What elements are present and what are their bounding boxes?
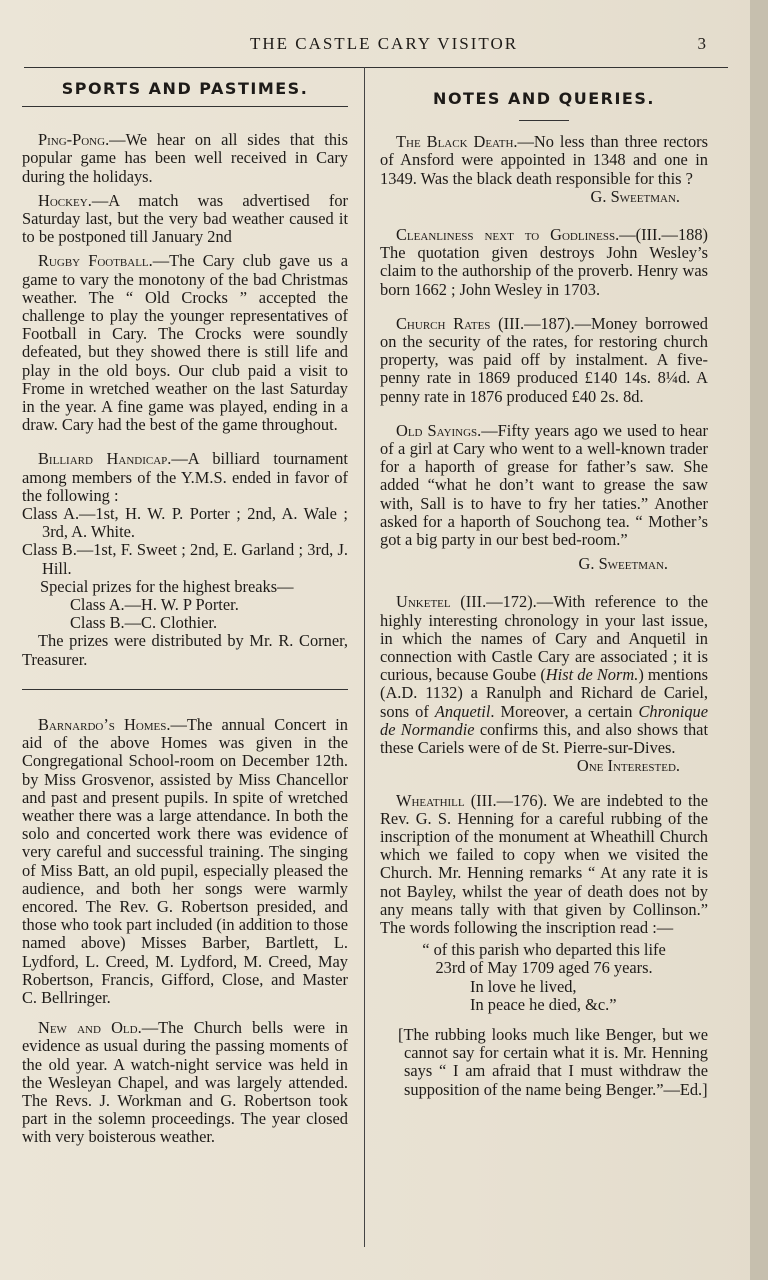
cleanliness-body: —(III.—188) The quotation given destroys John Wesley’s claim to the authorship of the proverb. Henry was born 1662 ; John Wesley in 1703. xyxy=(380,225,708,299)
church-rates-paragraph xyxy=(380,315,708,406)
billiard-body: —A billiard tournament among members of the Y.M.S. ended in favor of the following : xyxy=(22,449,348,505)
unketel-body-1: (III.—172).—With reference to the highly interesting chronology in your last issue, in which the names of Cary and Anquetil in connection with Castle Cary are associated ; it is curious, because Goube ( xyxy=(380,592,708,685)
old-sayings-body: —Fifty years ago we used to hear of a girl at Cary who went to a well-known trader for a haporth of grease for father’s saw. She added “what he don’t want to grease the saw with, Sall is to have to fry her taties.” Another asked for a haporth of Souchong tea. “ Mother’s got a big party in our best bed-room.” xyxy=(380,420,708,550)
ping-pong-body: —We hear on all sides that this popular game has been well received in Cary during the holidays. xyxy=(22,130,348,186)
black-death-paragraph xyxy=(380,133,708,188)
unketel-italic-3: Chronique de Normandie xyxy=(380,701,708,739)
signature: G. Sweetman. xyxy=(578,554,668,574)
unketel-body-2: ) mentions (A.D. 1132) a Ranulph and Richard de Cariel, sons of xyxy=(380,665,709,721)
inscription-quote xyxy=(380,941,708,1014)
barnardo-heading: Barnardo’s Homes. xyxy=(38,714,171,734)
quote-line: 23rd of May 1709 aged 76 years. xyxy=(435,958,653,978)
column-divider xyxy=(364,67,365,1247)
wheathill-heading: Wheathill xyxy=(396,790,465,810)
black-death-heading: The Black Death. xyxy=(396,132,518,152)
unketel-italic-1: Hist de Norm. xyxy=(545,665,639,685)
special-prizes: Special prizes for the highest breaks— xyxy=(40,576,294,596)
billiard-heading: Billiard Handicap. xyxy=(38,449,172,469)
wheathill-paragraph xyxy=(380,792,708,938)
title-rule xyxy=(519,120,569,121)
wheathill-body: (III.—176). We are indebted to the Rev. G. S. Henning for a careful rubbing of the inscription of the monument at Wheathill Church which we failed to copy when we visited the Church. Mr. Henning remarks “ At any rate it is not Bayley, whilst the year of death does not by any means tally with that given by Collinson.” The words following the inscription read :— xyxy=(380,790,708,937)
unketel-paragraph xyxy=(380,593,708,757)
signature: One Interested. xyxy=(576,756,680,776)
quote-line: In peace he died, &c.” xyxy=(470,994,617,1014)
old-sayings-heading: Old Sayings. xyxy=(396,420,482,440)
church-rates-heading: Church Rates xyxy=(396,313,491,333)
section-title-sports: SPORTS AND PASTIMES. xyxy=(61,79,309,98)
ping-pong-paragraph xyxy=(22,131,348,186)
hockey-heading: Hockey. xyxy=(38,190,92,210)
header-rule xyxy=(24,67,728,68)
section-title-notes: NOTES AND QUERIES. xyxy=(433,89,655,108)
running-title: THE CASTLE CARY VISITOR xyxy=(249,34,519,53)
church-rates-body: (III.—187).—Money borrowed on the security of the rates, for restoring church property, was paid off by instalment. A five-penny rate in 1869 produced £140 14s. 8¼d. A penny rate in 1876 produced £40 2s. 8d. xyxy=(380,313,709,406)
new-old-paragraph xyxy=(22,1019,348,1146)
unketel-body-4: confirms this, and also shows that these Cariels were of de St. Pierre-sur-Dives. xyxy=(380,719,708,758)
page-number: 3 xyxy=(697,34,706,53)
hockey-body: —A match was advertised for Saturday last, but the very bad weather caused it to be postponed till January 2nd xyxy=(22,190,348,247)
section-divider xyxy=(22,689,348,690)
quote-line: In love he lived, xyxy=(470,976,577,996)
ping-pong-heading: Ping-Pong. xyxy=(38,130,110,150)
new-old-heading: New and Old. xyxy=(38,1018,142,1038)
rugby-paragraph xyxy=(22,252,348,434)
prizes-distributed: The prizes were distributed by Mr. R. Corner, Treasurer. xyxy=(22,631,348,669)
page-edge xyxy=(750,0,768,1280)
quote-line: “ of this parish who departed this life xyxy=(422,940,666,960)
editor-note: [The rubbing looks much like Benger, but we cannot say for certain what it is. Mr. Henning says “ I am afraid that I must withdraw the supposition of the name being Benger.”—Ed.] xyxy=(398,1024,708,1099)
black-death-body: —No less than three rectors of Ansford were appointed in 1348 and one in 1349. Was the black death responsible for this ? xyxy=(380,132,708,188)
billiard-paragraph xyxy=(22,450,348,505)
barnardo-body: —The annual Concert in aid of the above Homes was given in the Congregational School-room on December 12th. by Miss Grosvenor, assisted by Miss Chancellor and past and present pupils. In spite of wretched weather there was a large attendance. In both the solo and concerted work there was evidence of very careful and successful training. The singing of Miss Batt, an old pupil, especially pleased the audience, and both her songs were warmly encored. The Rev. G. Robertson presided, and those who took part included (in addition to those named above) Misses Barber, Bartlett, L. Lydford, L. Creed, M. Lydford, M. Creed, May Robertson, Francis, Gifford, Close, and Master C. Bellringer. xyxy=(22,714,348,1007)
right-column xyxy=(380,70,708,1099)
cleanliness-heading: Cleanliness next to Godliness. xyxy=(396,225,620,245)
billiard-class-a: Class A.—1st, H. W. P. Porter ; 2nd, A. Wale ; 3rd, A. White. xyxy=(22,504,348,542)
rugby-heading: Rugby Football. xyxy=(38,251,153,271)
old-sayings-paragraph xyxy=(380,422,708,549)
left-column xyxy=(22,70,348,1147)
rugby-body: —The Cary club gave us a game to vary the monotony of the bad Christmas weather. The “ Old Crocks ” accepted the challenge to play the younger representatives of Football in Cary. The Crocks were soundly defeated, but they showed there is still life and play in the old boys. Our club paid a visit to Frome in wretched weather on the last Saturday in the year. A fine game was played, ending in a draw. Cary had the best of the game throughout. xyxy=(22,251,348,435)
hockey-paragraph xyxy=(22,192,348,247)
cleanliness-paragraph xyxy=(380,226,708,299)
signature: G. Sweetman. xyxy=(590,186,680,206)
section-rule xyxy=(22,106,348,107)
billiard-class-b: Class B.—1st, F. Sweet ; 2nd, E. Garland ; 3rd, J. Hill. xyxy=(22,540,348,578)
new-old-body: —The Church bells were in evidence as usual during the passing moments of the old year. A watch-night service was held in the Wesleyan Chapel, and was largely attended. The Revs. J. Workman and G. Robertson took part in the solemn proceedings. The year closed with very boisterous weather. xyxy=(22,1018,348,1147)
unketel-body-3: . Moreover, a certain xyxy=(490,701,639,721)
special-class-a: Class A.—H. W. P Porter. xyxy=(70,595,239,615)
unketel-heading: Unketel xyxy=(396,592,451,612)
unketel-italic-2: Anquetil xyxy=(434,701,491,721)
barnardo-paragraph xyxy=(22,716,348,1007)
special-class-b: Class B.—C. Clothier. xyxy=(70,613,218,633)
